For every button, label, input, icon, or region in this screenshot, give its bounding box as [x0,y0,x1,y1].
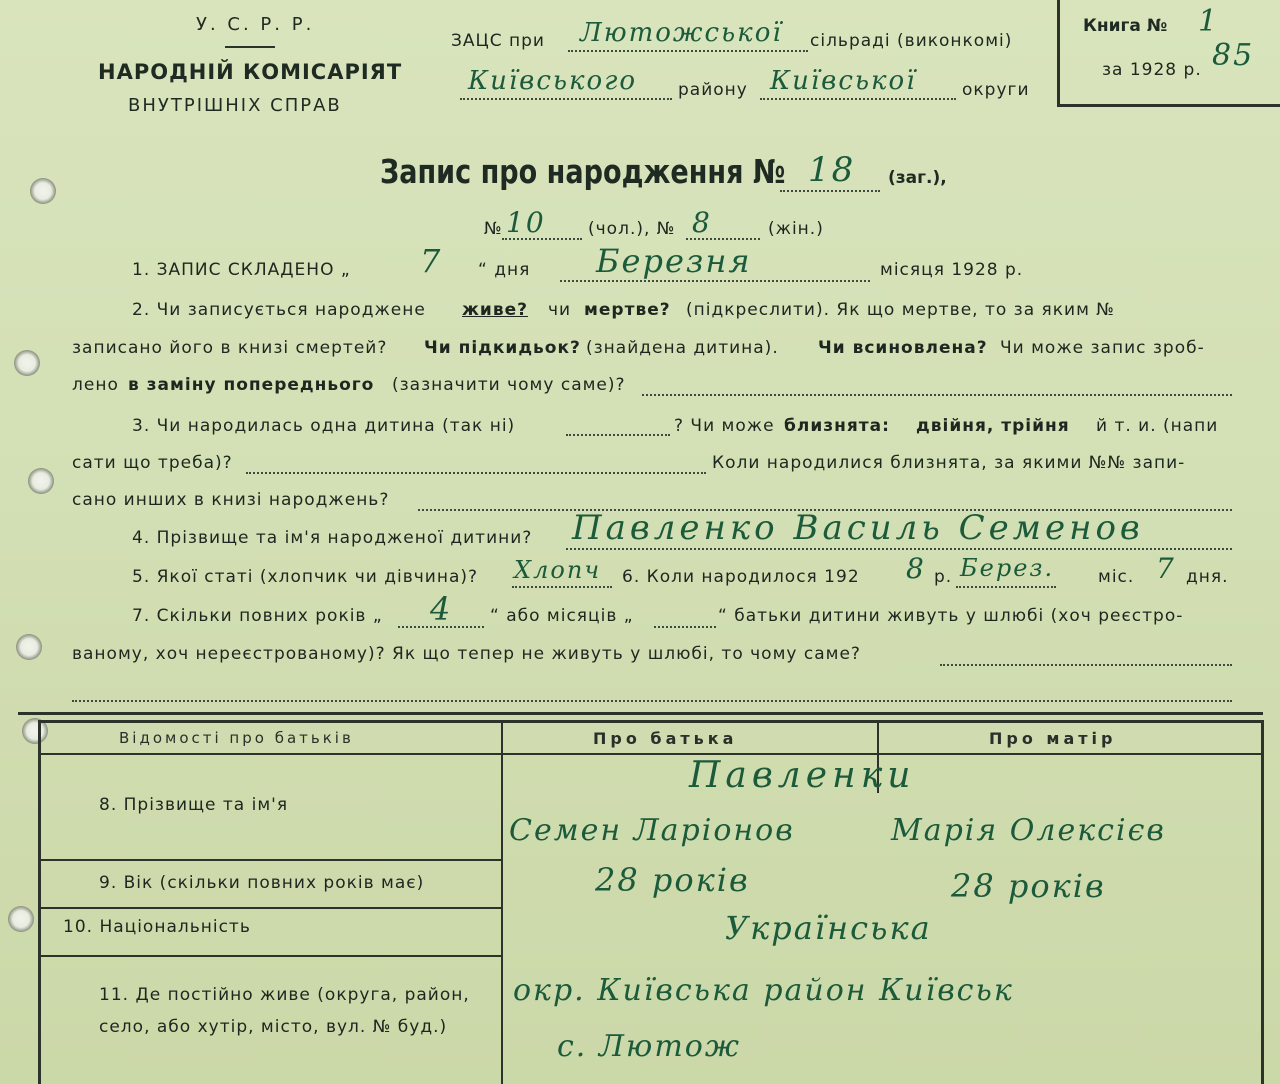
table-header-mother: Про матір [989,729,1117,748]
item2-replace: в заміну попереднього [128,375,375,395]
item2-line2-b: (знайдена дитина). [586,338,779,358]
item7-line2: ваному, хоч нереєстрованому)? Як що тепер не живуть у шлюбі, то чому саме? [72,644,861,664]
sub-no: № [484,219,503,239]
punch-hole [28,468,54,494]
item1-suffix: місяця 1928 р. [880,260,1024,280]
row11-label-line2: село, або хутір, місто, вул. № буд.) [99,1017,448,1037]
zags-prefix: ЗАЦС при [451,31,545,51]
item7-line1-c: “ батьки дитини живуть у шлюбі (хоч реєстро- [718,606,1184,626]
record-number-suffix: (заг.), [888,168,947,188]
row10-label: 10. Національність [63,917,251,937]
table-header-father: Про батька [593,729,738,748]
row11-label-line1: 11. Де постійно живе (округа, район, [99,985,470,1005]
okruga-label: округи [962,80,1030,100]
commissariat-subtitle: ВНУТРІШНІХ СПРАВ [128,95,342,116]
item1-day: 7 [420,242,443,280]
item7-line1-a: 7. Скільки повних років „ [132,606,383,626]
book-number: 1 [1198,4,1220,39]
ussr-label: У. С. Р. Р. [196,14,315,35]
district-label: району [678,80,748,100]
father-age: 28 років [595,861,750,899]
item2-dead: мертве? [584,300,671,320]
marriage-years: 4 [430,590,453,628]
item6-r: р. [934,567,953,587]
male-number: 10 [506,206,546,239]
nationality: Українська [725,909,932,947]
child-sex: Хлопч [514,556,602,584]
mother-name: Марія Олексієв [891,813,1166,848]
item3-line1-a: 3. Чи народилась одна дитина (так ні) [132,416,516,436]
item3-line2-a: сати що треба)? [72,453,233,473]
punch-hole [8,906,34,932]
birth-year: 8 [906,552,926,585]
female-label: (жін.) [768,219,824,239]
residence-line2: с. Лютож [557,1029,741,1064]
father-name: Семен Ларіонов [509,813,795,848]
item2-line1-a: 2. Чи записується народжене [132,300,426,320]
male-label: (чол.), № [588,219,676,239]
item3-line3: сано инших в книзі народжень? [72,490,390,510]
item2-foundling: Чи підкидьок? [424,338,581,358]
table-outer-rule [18,712,1263,715]
year-label: за 1928 р. [1102,60,1202,80]
item3-line1-c: й т. и. (напи [1096,416,1219,436]
okruga-name: Київської [770,66,917,96]
item3-twins: близнята: [784,416,890,436]
item3-double: двійня, трійня [916,416,1070,436]
child-name: Павленко Василь Семенов [572,508,1144,548]
item2-line3-b: (зазначити чому саме)? [392,375,626,395]
page-number: 85 [1212,38,1255,73]
zags-suffix: сільраді (виконкомі) [810,31,1013,51]
row9-label: 9. Вік (скільки повних років має) [99,873,425,893]
item3-line1-b: ? Чи може [674,416,775,436]
birth-day: 7 [1156,552,1176,585]
female-number: 8 [692,206,712,239]
item1-day-label: “ дня [478,260,531,280]
punch-hole [14,350,40,376]
punch-hole [30,178,56,204]
book-label: Книга № [1083,16,1168,36]
item1-prefix: 1. ЗАПИС СКЛАДЕНО „ [132,260,351,280]
item6-mis: міс. [1098,567,1135,587]
item2-adopted: Чи всиновлена? [818,338,988,358]
item2-alive: живе? [462,300,528,320]
record-number: 18 [808,150,856,190]
item7-line1-b: “ або місяців „ [490,606,634,626]
item4-label: 4. Прізвище та ім'я народженої дитини? [132,528,533,548]
parents-surname: Павленки [689,755,916,796]
item5-label: 5. Якої статі (хлопчик чи дівчина)? [132,567,479,587]
mother-age: 28 років [951,867,1106,905]
item2-line2-a: записано його в книзі смертей? [72,338,388,358]
item2-or: чи [548,300,572,320]
table-header-info: Відомості про батьків [119,729,354,747]
birth-month: Берез. [960,554,1055,582]
item2-line2-c: Чи може запис зроб- [1000,338,1205,358]
item3-line2-b: Коли народилися близнята, за якими №№ запи- [712,453,1186,473]
item6-day: дня. [1186,567,1229,587]
item2-line1-b: (підкреслити). Як що мертве, то за яким № [686,300,1115,320]
header-divider [225,46,275,48]
item1-month: Березня [596,242,752,280]
item6-label: 6. Коли народилося 192 [622,567,860,587]
residence-line1: окр. Київська район Київськ [513,973,1014,1008]
district-name: Київського [468,66,638,96]
parents-table [38,720,1264,1084]
record-title: Запис про народження № [380,152,786,191]
item2-line3-a: лено [72,375,119,395]
commissariat-title: НАРОДНІЙ КОМІСАРІЯТ [98,60,403,84]
zags-village: Лютожської [580,18,783,48]
punch-hole [16,634,42,660]
row8-label: 8. Прізвище та ім'я [99,795,289,815]
